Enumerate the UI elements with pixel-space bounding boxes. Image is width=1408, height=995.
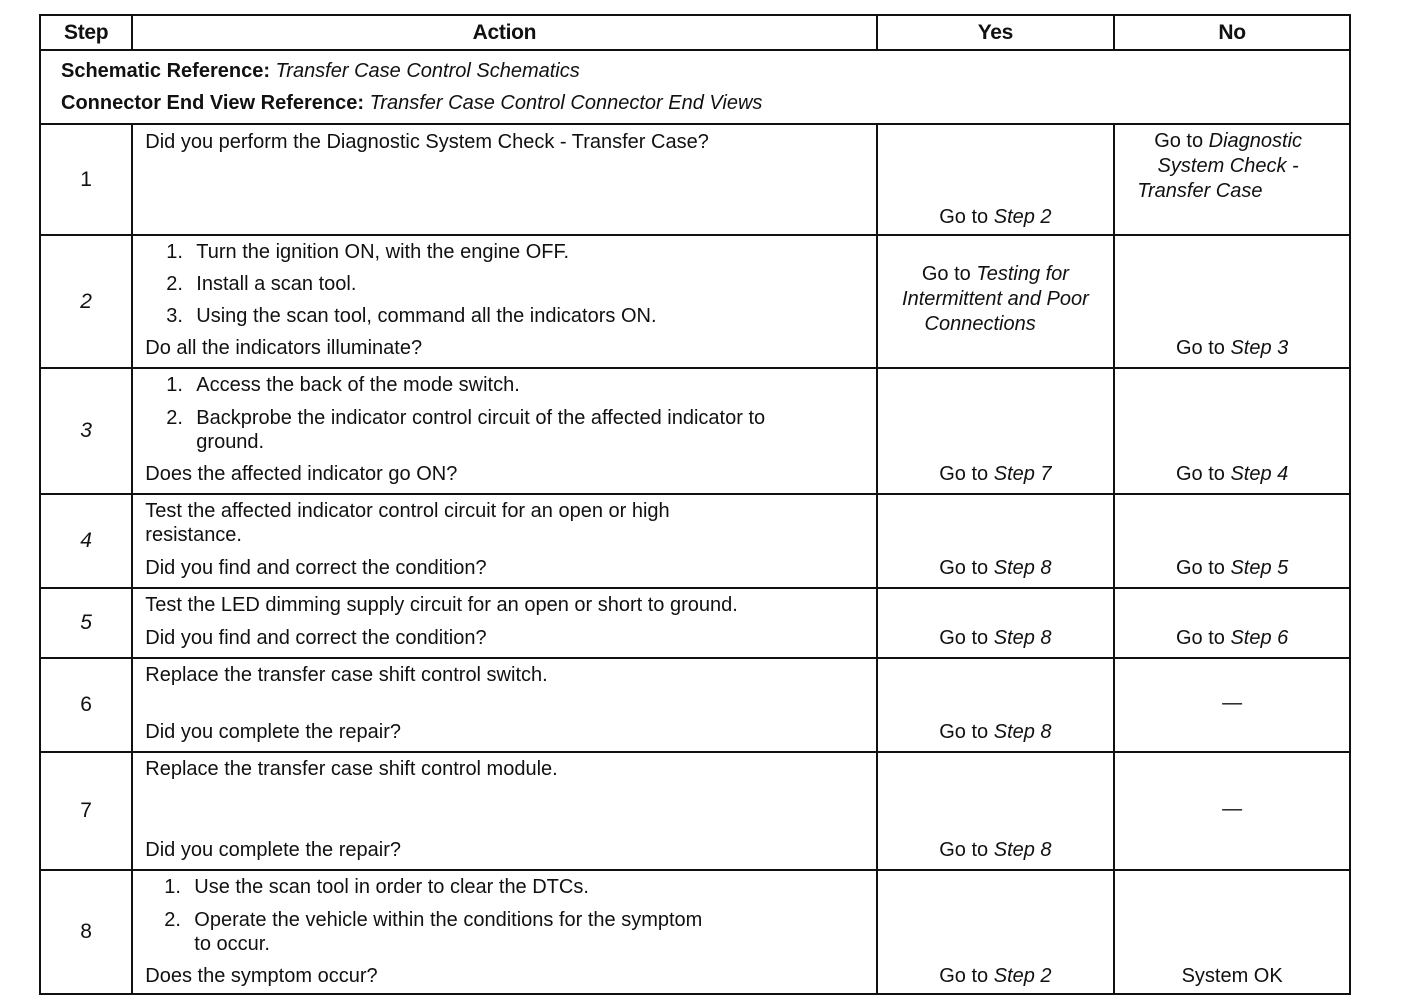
- connector-reference-link[interactable]: Transfer Case Control Connector End Views: [369, 92, 763, 114]
- table-row: [40, 235, 1350, 368]
- no-target: Step 3: [1230, 337, 1289, 359]
- diagnostic-table: [39, 14, 1351, 995]
- action-cell: [132, 870, 876, 994]
- yes-go-to-link[interactable]: [878, 626, 1114, 650]
- no-go-to-link[interactable]: [1115, 336, 1349, 360]
- action-item: 1. Access the back of the mode switch.: [166, 374, 520, 396]
- action-item-continuation: to occur.: [194, 933, 270, 955]
- no-value: —: [1222, 798, 1243, 820]
- action-item: 1. Use the scan tool in order to clear the DTCs.: [164, 876, 589, 898]
- yes-go-to-link[interactable]: [878, 720, 1114, 744]
- yes-cell: [877, 124, 1115, 235]
- no-cell: [1114, 870, 1350, 994]
- yes-target: Step 8: [993, 557, 1052, 579]
- no-target-line-2: System Check -: [1157, 155, 1299, 177]
- step-number: 8: [40, 870, 132, 994]
- yes-target: Step 8: [993, 721, 1052, 743]
- action-item: 2. Backprobe the indicator control circuit of the affected indicator to: [166, 407, 766, 429]
- action-cell: [132, 368, 876, 494]
- header-no: No: [1114, 15, 1350, 50]
- no-cell: [1114, 124, 1350, 235]
- go-to-prefix: Go to: [939, 721, 989, 743]
- header-row: [40, 15, 1350, 50]
- action-text: Did you perform the Diagnostic System Check - Transfer Case?: [145, 131, 709, 153]
- yes-cell: [877, 494, 1115, 588]
- step-number: 2: [40, 235, 132, 368]
- action-item-continuation: ground.: [196, 431, 265, 453]
- table-row: [40, 658, 1350, 752]
- go-to-prefix: Go to: [1175, 463, 1225, 485]
- no-go-to-link[interactable]: [1115, 556, 1349, 580]
- no-value: —: [1222, 692, 1243, 714]
- action-cell: [132, 658, 876, 752]
- action-question: Did you complete the repair?: [145, 839, 401, 861]
- yes-go-to-link[interactable]: [878, 262, 1114, 337]
- header-action: Action: [132, 15, 876, 50]
- table-row: [40, 752, 1350, 870]
- schematic-reference: [61, 55, 1349, 87]
- action-cell: [132, 235, 876, 368]
- action-text: Test the affected indicator control circuit for an open or high: [145, 500, 670, 522]
- go-to-prefix: Go to: [1175, 337, 1225, 359]
- step-number: 1: [40, 124, 132, 235]
- action-cell: [132, 124, 876, 235]
- step-number: 6: [40, 658, 132, 752]
- no-go-to-link[interactable]: [1115, 626, 1349, 650]
- yes-target-line-2: Intermittent and Poor: [902, 288, 1089, 310]
- go-to-prefix: Go to: [939, 839, 989, 861]
- yes-target-line-3: Connections: [924, 313, 1036, 335]
- table-row: [40, 494, 1350, 588]
- action-text: Replace the transfer case shift control module.: [145, 758, 558, 780]
- step-number: 4: [40, 494, 132, 588]
- schematic-reference-label: Schematic Reference:: [61, 60, 270, 82]
- action-text: Replace the transfer case shift control switch.: [145, 664, 548, 686]
- no-cell: [1114, 588, 1350, 658]
- go-to-prefix: Go to: [939, 206, 989, 228]
- no-target: Step 5: [1230, 557, 1289, 579]
- reference-cell: [40, 50, 1350, 124]
- yes-go-to-link[interactable]: [878, 462, 1114, 486]
- header-step: Step: [40, 15, 132, 50]
- no-cell: [1114, 658, 1350, 752]
- step-number: 7: [40, 752, 132, 870]
- step-number: 5: [40, 588, 132, 658]
- yes-go-to-link[interactable]: [878, 205, 1114, 229]
- go-to-prefix: Go to: [939, 965, 989, 987]
- action-question: Did you complete the repair?: [145, 721, 401, 743]
- action-item: 1. Turn the ignition ON, with the engine OFF.: [166, 241, 570, 263]
- yes-go-to-link[interactable]: [878, 964, 1114, 988]
- no-target: Step 4: [1230, 463, 1289, 485]
- no-cell: [1114, 368, 1350, 494]
- no-cell: [1114, 752, 1350, 870]
- no-value: System OK: [1181, 965, 1283, 987]
- go-to-prefix: Go to: [1175, 627, 1225, 649]
- action-item: 3. Using the scan tool, command all the indicators ON.: [166, 305, 657, 327]
- no-cell: [1114, 235, 1350, 368]
- header-yes: Yes: [877, 15, 1115, 50]
- yes-target: Step 8: [993, 839, 1052, 861]
- action-item: 2. Install a scan tool.: [166, 273, 357, 295]
- yes-target-line-1: Testing for: [976, 263, 1069, 285]
- no-go-to-link[interactable]: [1107, 129, 1349, 204]
- action-text: resistance.: [145, 524, 242, 546]
- no-target-line-1: Diagnostic: [1208, 130, 1303, 152]
- yes-cell: [877, 235, 1115, 368]
- yes-target: Step 8: [993, 627, 1052, 649]
- yes-go-to-link[interactable]: [878, 838, 1114, 862]
- step-number: 3: [40, 368, 132, 494]
- no-go-to-link[interactable]: [1115, 462, 1349, 486]
- action-question: Does the symptom occur?: [145, 965, 378, 987]
- go-to-prefix: Go to: [1175, 557, 1225, 579]
- schematic-reference-link[interactable]: Transfer Case Control Schematics: [275, 60, 580, 82]
- table-row: [40, 368, 1350, 494]
- action-cell: [132, 588, 876, 658]
- go-to-prefix: Go to: [921, 263, 971, 285]
- connector-reference-label: Connector End View Reference:: [61, 92, 365, 114]
- go-to-prefix: Go to: [939, 627, 989, 649]
- yes-cell: [877, 588, 1115, 658]
- reference-row: [40, 50, 1350, 124]
- action-question: Does the affected indicator go ON?: [145, 463, 458, 485]
- yes-cell: [877, 870, 1115, 994]
- action-question: Do all the indicators illuminate?: [145, 337, 423, 359]
- no-cell: [1114, 494, 1350, 588]
- yes-cell: [877, 368, 1115, 494]
- action-cell: [132, 494, 876, 588]
- yes-cell: [877, 752, 1115, 870]
- no-target: Step 6: [1230, 627, 1289, 649]
- action-cell: [132, 752, 876, 870]
- table-row: [40, 124, 1350, 235]
- yes-target: Step 7: [993, 463, 1052, 485]
- action-item: 2. Operate the vehicle within the conditions for the symptom: [164, 909, 703, 931]
- no-target-line-3: Transfer Case: [1137, 180, 1263, 202]
- yes-target: Step 2: [993, 965, 1052, 987]
- yes-go-to-link[interactable]: [878, 556, 1114, 580]
- yes-cell: [877, 658, 1115, 752]
- connector-reference: [61, 87, 1349, 119]
- action-question: Did you find and correct the condition?: [145, 627, 487, 649]
- go-to-prefix: Go to: [939, 557, 989, 579]
- action-question: Did you find and correct the condition?: [145, 557, 487, 579]
- action-text: Test the LED dimming supply circuit for an open or short to ground.: [145, 594, 738, 616]
- yes-target: Step 2: [993, 206, 1052, 228]
- go-to-prefix: Go to: [939, 463, 989, 485]
- table-row: [40, 870, 1350, 994]
- table-row: [40, 588, 1350, 658]
- go-to-prefix: Go to: [1154, 130, 1204, 152]
